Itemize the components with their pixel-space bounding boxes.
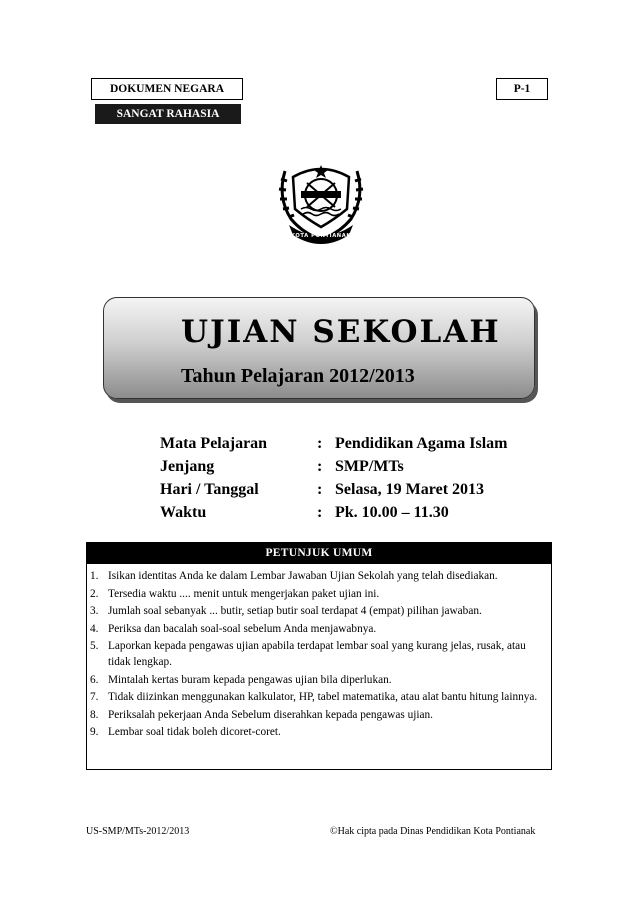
list-item (86, 672, 552, 688)
instructions-list (86, 568, 552, 742)
info-row (160, 432, 560, 455)
info-label: Waktu (160, 504, 207, 521)
item-text: Isikan identitas Anda ke dalam Lembar Jawaban Ujian Sekolah yang telah disediakan. (108, 570, 498, 582)
secrecy-label: SANGAT RAHASIA (95, 104, 241, 124)
item-number: 6. (90, 673, 99, 686)
item-number: 9. (90, 726, 99, 738)
item-text: Tersedia waktu .... menit untuk mengerjakan paket ujian ini. (108, 587, 380, 600)
instructions-title: PETUNJUK UMUM (86, 542, 552, 564)
list-item (86, 724, 552, 740)
list-item (86, 689, 552, 705)
kota-pontianak-emblem-icon (275, 157, 367, 245)
info-value: SMP/MTs (335, 458, 404, 475)
info-colon: : (317, 458, 323, 475)
item-number: 3. (90, 605, 99, 617)
item-text: Jumlah soal sebanyak ... butir, setiap butir soal terdapat 4 (empat) pilihan jawaban. (108, 605, 482, 617)
item-text: Laporkan kepada pengawas ujian apabila terdapat lembar soal yang kurang jelas, rusak, atau tidak lengkap. (108, 640, 526, 668)
classification-label: DOKUMEN NEGARA (91, 78, 243, 100)
banner-subtitle: Tahun Pelajaran 2012/2013 (181, 365, 415, 387)
info-row (160, 455, 560, 478)
info-value: Selasa, 19 Maret 2013 (335, 481, 485, 498)
banner-title: UJIAN SEKOLAH (181, 314, 501, 350)
list-item (86, 638, 552, 670)
footer-document-code: US-SMP/MTs-2012/2013 (86, 826, 190, 837)
list-item (86, 586, 552, 602)
info-label: Mata Pelajaran (160, 435, 268, 452)
item-text: Tidak diizinkan menggunakan kalkulator, HP, tabel matematika, atau alat bantu hitung lainnya. (108, 691, 538, 703)
svg-text:KOTA PONTIANAK: KOTA PONTIANAK (291, 233, 351, 239)
item-number: 5. (90, 640, 99, 652)
item-text: Lembar soal tidak boleh dicoret-coret. (108, 726, 281, 738)
info-label: Jenjang (160, 458, 215, 475)
list-item (86, 568, 552, 584)
footer-copyright: ©Hak cipta pada Dinas Pendidikan Kota Pontianak (330, 826, 536, 837)
item-text: Periksalah pekerjaan Anda Sebelum diserahkan kepada pengawas ujian. (108, 708, 433, 721)
info-value: Pendidikan Agama Islam (335, 435, 508, 452)
info-colon: : (317, 504, 323, 521)
info-colon: : (317, 435, 323, 452)
list-item (86, 621, 552, 637)
item-text: Periksa dan bacalah soal-soal sebelum Anda menjawabnya. (108, 622, 377, 635)
info-row (160, 478, 560, 501)
item-number: 1. (90, 570, 99, 582)
info-value: Pk. 10.00 – 11.30 (335, 504, 449, 521)
package-code: P-1 (496, 78, 548, 100)
info-row (160, 501, 560, 524)
list-item (86, 603, 552, 619)
item-number: 7. (90, 691, 99, 703)
info-label: Hari / Tanggal (160, 481, 259, 498)
item-number: 8. (90, 708, 99, 721)
item-number: 4. (90, 622, 99, 635)
list-item (86, 707, 552, 723)
exam-info (160, 432, 560, 524)
item-number: 2. (90, 587, 99, 600)
item-text: Mintalah kertas buram kepada pengawas ujian bila diperlukan. (108, 673, 392, 686)
info-colon: : (317, 481, 323, 498)
